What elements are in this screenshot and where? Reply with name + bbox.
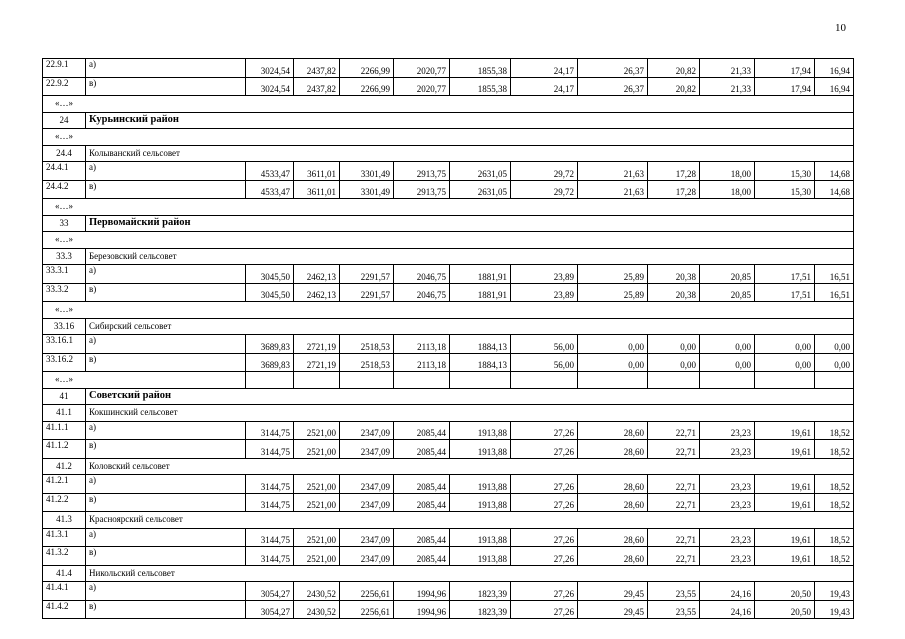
cell-value: 1884,13 — [450, 353, 511, 372]
cell-value: 27,26 — [511, 528, 578, 547]
section-row — [43, 112, 854, 129]
cell-value: 0,00 — [815, 353, 854, 372]
cell-value: 2020,77 — [394, 59, 450, 78]
cell-value: 18,52 — [815, 475, 854, 494]
cell-value: 1994,96 — [394, 600, 450, 619]
cell-value: 15,30 — [755, 162, 815, 181]
cell-value: 3054,27 — [246, 582, 294, 601]
table-row — [43, 265, 854, 284]
subsection-name: Березовский сельсовет — [86, 248, 854, 265]
cell-value: 14,68 — [815, 180, 854, 199]
cell-value: 3045,50 — [246, 283, 294, 302]
cell-value: 3611,01 — [294, 162, 340, 181]
subsection-code: 24.4 — [43, 145, 86, 162]
cell-value: 1913,88 — [450, 421, 511, 440]
subsection-code: 41.4 — [43, 565, 86, 582]
cell-value: 25,89 — [578, 283, 648, 302]
row-code: 41.4.2 — [43, 600, 86, 619]
row-label: в) — [86, 180, 246, 199]
cell-value: 2521,00 — [294, 528, 340, 547]
cell-value: 3024,54 — [246, 59, 294, 78]
cell-value: 3144,75 — [246, 547, 294, 566]
cell-value: 2721,19 — [294, 353, 340, 372]
page-number: 10 — [835, 22, 846, 34]
cell-value: 2347,09 — [340, 493, 394, 512]
table-row — [43, 180, 854, 199]
cell-value: 3611,01 — [294, 180, 340, 199]
cell-value: 14,68 — [815, 162, 854, 181]
cell-value: 4533,47 — [246, 162, 294, 181]
section-name: Первомайский район — [86, 215, 854, 232]
ellipsis-row — [43, 372, 854, 389]
cell-value: 23,23 — [700, 528, 755, 547]
cell-value: 2430,52 — [294, 582, 340, 601]
cell-value: 22,71 — [648, 493, 700, 512]
cell-value: 2113,18 — [394, 353, 450, 372]
cell-value: 18,52 — [815, 440, 854, 459]
cell-value: 2085,44 — [394, 528, 450, 547]
cell-value: 24,16 — [700, 582, 755, 601]
table-row — [43, 582, 854, 601]
cell-value: 16,94 — [815, 77, 854, 96]
cell-value: 17,94 — [755, 77, 815, 96]
cell-value: 27,26 — [511, 475, 578, 494]
cell-value: 20,82 — [648, 77, 700, 96]
subsection-row — [43, 405, 854, 422]
cell-value: 28,60 — [578, 528, 648, 547]
cell-value: 3689,83 — [246, 353, 294, 372]
table-row — [43, 162, 854, 181]
cell-value: 1994,96 — [394, 582, 450, 601]
cell-value: 3144,75 — [246, 528, 294, 547]
ellipsis-mark: «…» — [43, 96, 854, 113]
row-code: 41.2.1 — [43, 475, 86, 494]
table-row — [43, 600, 854, 619]
cell-value: 0,00 — [578, 353, 648, 372]
subsection-row — [43, 458, 854, 475]
cell-value: 1881,91 — [450, 283, 511, 302]
cell-value: 2266,99 — [340, 77, 394, 96]
cell-value: 23,23 — [700, 440, 755, 459]
cell-value: 3054,27 — [246, 600, 294, 619]
ellipsis-row — [43, 232, 854, 249]
row-label: а) — [86, 335, 246, 354]
row-label: в) — [86, 547, 246, 566]
cell-value: 23,89 — [511, 283, 578, 302]
cell-value: 2437,82 — [294, 59, 340, 78]
cell-value: 2521,00 — [294, 440, 340, 459]
cell-value: 1913,88 — [450, 528, 511, 547]
cell-value: 16,51 — [815, 283, 854, 302]
section-row — [43, 215, 854, 232]
empty-cell — [394, 372, 450, 389]
subsection-name: Коловский сельсовет — [86, 458, 854, 475]
subsection-row — [43, 318, 854, 335]
cell-value: 17,94 — [755, 59, 815, 78]
section-row — [43, 388, 854, 405]
subsection-row — [43, 248, 854, 265]
subsection-name: Колыванский сельсовет — [86, 145, 854, 162]
cell-value: 2521,00 — [294, 493, 340, 512]
cell-value: 56,00 — [511, 353, 578, 372]
empty-cell — [511, 372, 578, 389]
cell-value: 29,72 — [511, 162, 578, 181]
cell-value: 22,71 — [648, 475, 700, 494]
cell-value: 0,00 — [578, 335, 648, 354]
cell-value: 22,71 — [648, 528, 700, 547]
row-code: 41.2.2 — [43, 493, 86, 512]
empty-cell — [246, 372, 294, 389]
cell-value: 2518,53 — [340, 353, 394, 372]
cell-value: 22,71 — [648, 421, 700, 440]
row-label: в) — [86, 600, 246, 619]
cell-value: 26,37 — [578, 59, 648, 78]
cell-value: 21,33 — [700, 59, 755, 78]
cell-value: 2521,00 — [294, 421, 340, 440]
cell-value: 28,60 — [578, 440, 648, 459]
cell-value: 23,55 — [648, 582, 700, 601]
cell-value: 17,51 — [755, 283, 815, 302]
table-row — [43, 528, 854, 547]
cell-value: 2291,57 — [340, 283, 394, 302]
cell-value: 1855,38 — [450, 59, 511, 78]
cell-value: 20,38 — [648, 265, 700, 284]
cell-value: 2721,19 — [294, 335, 340, 354]
row-code: 41.4.1 — [43, 582, 86, 601]
empty-cell — [648, 372, 700, 389]
subsection-row — [43, 145, 854, 162]
cell-value: 18,00 — [700, 180, 755, 199]
empty-cell — [700, 372, 755, 389]
cell-value: 2046,75 — [394, 265, 450, 284]
cell-value: 23,23 — [700, 547, 755, 566]
cell-value: 2521,00 — [294, 547, 340, 566]
cell-value: 3144,75 — [246, 475, 294, 494]
row-code: 41.1.1 — [43, 421, 86, 440]
cell-value: 18,52 — [815, 547, 854, 566]
cell-value: 0,00 — [700, 335, 755, 354]
row-label: в) — [86, 283, 246, 302]
empty-cell — [450, 372, 511, 389]
cell-value: 19,61 — [755, 547, 815, 566]
cell-value: 23,23 — [700, 421, 755, 440]
cell-value: 1913,88 — [450, 547, 511, 566]
subsection-name: Красноярский сельсовет — [86, 512, 854, 529]
section-name: Советский район — [86, 388, 854, 405]
empty-cell — [294, 372, 340, 389]
cell-value: 23,55 — [648, 600, 700, 619]
cell-value: 28,60 — [578, 475, 648, 494]
cell-value: 0,00 — [648, 335, 700, 354]
cell-value: 2085,44 — [394, 547, 450, 566]
cell-value: 2085,44 — [394, 475, 450, 494]
row-label: в) — [86, 353, 246, 372]
cell-value: 2347,09 — [340, 528, 394, 547]
cell-value: 2430,52 — [294, 600, 340, 619]
subsection-name: Кокшинский сельсовет — [86, 405, 854, 422]
cell-value: 3301,49 — [340, 180, 394, 199]
cell-value: 2462,13 — [294, 283, 340, 302]
empty-cell — [340, 372, 394, 389]
row-label: в) — [86, 77, 246, 96]
table-row — [43, 475, 854, 494]
cell-value: 2518,53 — [340, 335, 394, 354]
cell-value: 20,85 — [700, 265, 755, 284]
row-code: 24.4.2 — [43, 180, 86, 199]
cell-value: 2266,99 — [340, 59, 394, 78]
cell-value: 1913,88 — [450, 440, 511, 459]
cell-value: 2085,44 — [394, 440, 450, 459]
row-code: 33.16.2 — [43, 353, 86, 372]
row-label: а) — [86, 528, 246, 547]
cell-value: 29,45 — [578, 582, 648, 601]
cell-value: 1913,88 — [450, 493, 511, 512]
cell-value: 19,61 — [755, 475, 815, 494]
table-row — [43, 335, 854, 354]
section-code: 33 — [43, 215, 86, 232]
ellipsis-row — [43, 129, 854, 146]
cell-value: 2256,61 — [340, 582, 394, 601]
ellipsis-mark: «…» — [43, 129, 854, 146]
cell-value: 0,00 — [815, 335, 854, 354]
cell-value: 1823,39 — [450, 600, 511, 619]
cell-value: 2913,75 — [394, 162, 450, 181]
cell-value: 25,89 — [578, 265, 648, 284]
cell-value: 18,52 — [815, 421, 854, 440]
cell-value: 2291,57 — [340, 265, 394, 284]
cell-value: 27,26 — [511, 440, 578, 459]
cell-value: 1913,88 — [450, 475, 511, 494]
cell-value: 17,51 — [755, 265, 815, 284]
table-row — [43, 353, 854, 372]
subsection-name: Никольский сельсовет — [86, 565, 854, 582]
cell-value: 2437,82 — [294, 77, 340, 96]
cell-value: 24,16 — [700, 600, 755, 619]
cell-value: 2462,13 — [294, 265, 340, 284]
cell-value: 22,71 — [648, 440, 700, 459]
row-label: а) — [86, 582, 246, 601]
row-code: 22.9.2 — [43, 77, 86, 96]
empty-cell — [815, 372, 854, 389]
cell-value: 3689,83 — [246, 335, 294, 354]
subsection-code: 33.3 — [43, 248, 86, 265]
cell-value: 2521,00 — [294, 475, 340, 494]
cell-value: 21,33 — [700, 77, 755, 96]
row-label: а) — [86, 265, 246, 284]
row-code: 24.4.1 — [43, 162, 86, 181]
cell-value: 2085,44 — [394, 421, 450, 440]
row-code: 33.16.1 — [43, 335, 86, 354]
row-code: 33.3.1 — [43, 265, 86, 284]
table-row — [43, 440, 854, 459]
ellipsis-mark: «…» — [43, 302, 854, 319]
cell-value: 24,17 — [511, 59, 578, 78]
cell-value: 16,94 — [815, 59, 854, 78]
row-code: 22.9.1 — [43, 59, 86, 78]
ellipsis-mark: «…» — [43, 199, 854, 216]
ellipsis-row — [43, 302, 854, 319]
cell-value: 28,60 — [578, 421, 648, 440]
cell-value: 0,00 — [755, 353, 815, 372]
cell-value: 23,89 — [511, 265, 578, 284]
subsection-code: 33.16 — [43, 318, 86, 335]
table-row — [43, 59, 854, 78]
subsection-code: 41.2 — [43, 458, 86, 475]
cell-value: 1855,38 — [450, 77, 511, 96]
table-row — [43, 493, 854, 512]
cell-value: 0,00 — [648, 353, 700, 372]
cell-value: 2631,05 — [450, 162, 511, 181]
subsection-row — [43, 565, 854, 582]
row-label: в) — [86, 493, 246, 512]
row-label: а) — [86, 59, 246, 78]
cell-value: 2913,75 — [394, 180, 450, 199]
cell-value: 23,23 — [700, 475, 755, 494]
cell-value: 27,26 — [511, 493, 578, 512]
cell-value: 27,26 — [511, 547, 578, 566]
subsection-code: 41.3 — [43, 512, 86, 529]
cell-value: 18,52 — [815, 493, 854, 512]
row-label: а) — [86, 162, 246, 181]
cell-value: 28,60 — [578, 547, 648, 566]
cell-value: 1823,39 — [450, 582, 511, 601]
cell-value: 3144,75 — [246, 421, 294, 440]
row-code: 41.1.2 — [43, 440, 86, 459]
cell-value: 20,50 — [755, 600, 815, 619]
cell-value: 20,82 — [648, 59, 700, 78]
cell-value: 20,85 — [700, 283, 755, 302]
cell-value: 17,28 — [648, 162, 700, 181]
cell-value: 23,23 — [700, 493, 755, 512]
cell-value: 19,43 — [815, 582, 854, 601]
cell-value: 29,45 — [578, 600, 648, 619]
ellipsis-row — [43, 96, 854, 113]
table-row — [43, 421, 854, 440]
cell-value: 2347,09 — [340, 421, 394, 440]
cell-value: 2256,61 — [340, 600, 394, 619]
cell-value: 2347,09 — [340, 440, 394, 459]
subsection-code: 41.1 — [43, 405, 86, 422]
cell-value: 27,26 — [511, 582, 578, 601]
cell-value: 18,00 — [700, 162, 755, 181]
section-name: Курьинский район — [86, 112, 854, 129]
cell-value: 19,61 — [755, 493, 815, 512]
row-code: 41.3.1 — [43, 528, 86, 547]
cell-value: 3301,49 — [340, 162, 394, 181]
cell-value: 1884,13 — [450, 335, 511, 354]
cell-value: 21,63 — [578, 180, 648, 199]
row-label: а) — [86, 475, 246, 494]
cell-value: 4533,47 — [246, 180, 294, 199]
cell-value: 2347,09 — [340, 475, 394, 494]
cell-value: 2046,75 — [394, 283, 450, 302]
cell-value: 29,72 — [511, 180, 578, 199]
cell-value: 3024,54 — [246, 77, 294, 96]
cell-value: 18,52 — [815, 528, 854, 547]
empty-cell — [755, 372, 815, 389]
table-row — [43, 547, 854, 566]
cell-value: 17,28 — [648, 180, 700, 199]
cell-value: 19,43 — [815, 600, 854, 619]
cell-value: 20,38 — [648, 283, 700, 302]
cell-value: 16,51 — [815, 265, 854, 284]
cell-value: 22,71 — [648, 547, 700, 566]
table-row — [43, 283, 854, 302]
cell-value: 19,61 — [755, 528, 815, 547]
subsection-row — [43, 512, 854, 529]
row-code: 33.3.2 — [43, 283, 86, 302]
cell-value: 0,00 — [755, 335, 815, 354]
cell-value: 56,00 — [511, 335, 578, 354]
section-code: 24 — [43, 112, 86, 129]
cell-value: 28,60 — [578, 493, 648, 512]
cell-value: 27,26 — [511, 421, 578, 440]
cell-value: 20,50 — [755, 582, 815, 601]
ellipsis-row — [43, 199, 854, 216]
tariff-table — [42, 58, 854, 619]
ellipsis-mark: «…» — [43, 232, 854, 249]
cell-value: 19,61 — [755, 421, 815, 440]
row-code: 41.3.2 — [43, 547, 86, 566]
cell-value: 2085,44 — [394, 493, 450, 512]
ellipsis-mark: «…» — [43, 372, 246, 389]
cell-value: 3045,50 — [246, 265, 294, 284]
section-code: 41 — [43, 388, 86, 405]
cell-value: 3144,75 — [246, 493, 294, 512]
empty-cell — [578, 372, 648, 389]
table-row — [43, 77, 854, 96]
cell-value: 2631,05 — [450, 180, 511, 199]
cell-value: 26,37 — [578, 77, 648, 96]
cell-value: 24,17 — [511, 77, 578, 96]
cell-value: 19,61 — [755, 440, 815, 459]
cell-value: 2347,09 — [340, 547, 394, 566]
row-label: а) — [86, 421, 246, 440]
row-label: в) — [86, 440, 246, 459]
cell-value: 2113,18 — [394, 335, 450, 354]
cell-value: 0,00 — [700, 353, 755, 372]
cell-value: 3144,75 — [246, 440, 294, 459]
subsection-name: Сибирский сельсовет — [86, 318, 854, 335]
cell-value: 2020,77 — [394, 77, 450, 96]
cell-value: 27,26 — [511, 600, 578, 619]
cell-value: 15,30 — [755, 180, 815, 199]
cell-value: 21,63 — [578, 162, 648, 181]
cell-value: 1881,91 — [450, 265, 511, 284]
